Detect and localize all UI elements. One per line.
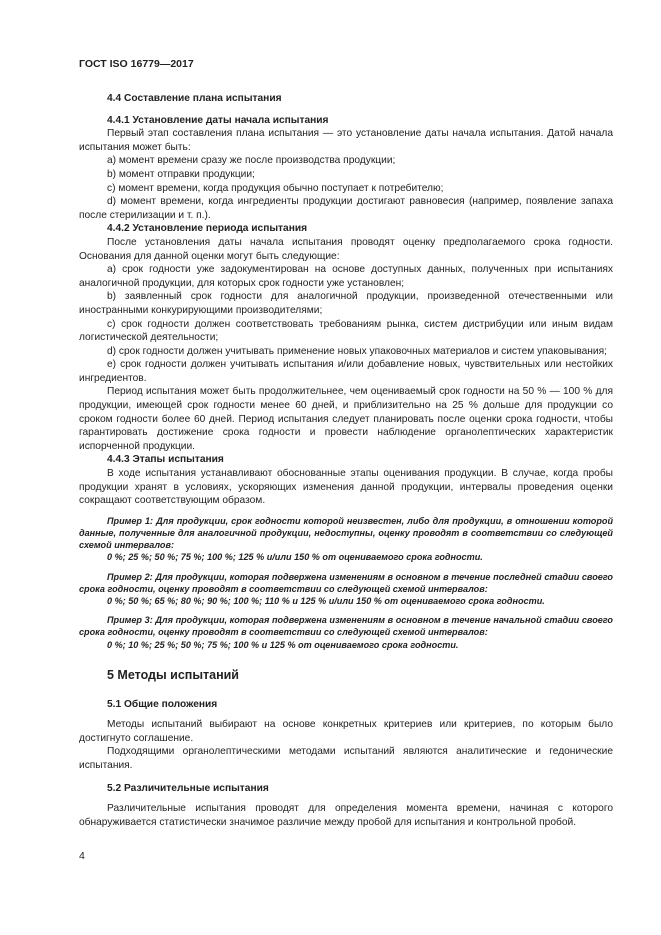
document-header: ГОСТ ISO 16779—2017 — [79, 58, 194, 70]
list-item: b) заявленный срок годности для аналогичной продукции, произведенной отечественными или иностранными конкурирующими производителями; — [79, 291, 613, 316]
subsection-heading: 4.4.1 Установление даты начала испытания — [107, 114, 329, 126]
example-text: Пример 1: Для продукции, срок годности которой неизвестен, либо для продукции, в отношении которой данные, полученные для аналогичной продукции, недоступны, оценку проводят в соответствии со следующей схемой интервалов: — [79, 515, 613, 551]
list-item: d) срок годности должен учитывать применение новых упаковочных материалов и систем упаковывания; — [107, 345, 607, 357]
page-number: 4 — [79, 850, 85, 862]
section-heading: 5.2 Различительные испытания — [107, 783, 269, 795]
paragraph: В ходе испытания устанавливают обоснованные этапы оценивания продукции. В случае, когда пробы продукции хранят в условиях, ускоряющих изменения данной продукции, интервалы проведения оценки сокращают соответствующим образом. — [79, 468, 613, 507]
example-values: 0 %; 25 %; 50 %; 75 %; 100 %; 125 % и/или 150 % от оцениваемого срока годности. — [107, 552, 483, 563]
example-values: 0 %; 10 %; 25 %; 50 %; 75 %; 100 % и 125 % от оцениваемого срока годности. — [107, 639, 459, 650]
example-values: 0 %; 50 %; 65 %; 80 %; 90 %; 100 %; 110 % и 125 % и/или 150 % от оцениваемого срока годности. — [107, 596, 545, 607]
list-item: e) срок годности должен учитывать испытания и/или добавление новых, чувствительных или нестойких ингредиентов. — [79, 359, 613, 384]
document-body — [79, 92, 613, 829]
paragraph: Различительные испытания проводят для определения момента времени, начиная с которого обнаруживается статистически значимое различие между пробой для испытания и контрольной пробой. — [79, 803, 613, 828]
list-item: a) срок годности уже задокументирован на основе доступных данных, полученных при испытаниях аналогичной продукции, для которых срок годности уже установлен; — [79, 264, 613, 289]
subsection-heading: 4.4.2 Установление периода испытания — [107, 223, 308, 235]
section-heading: 5.1 Общие положения — [107, 699, 218, 711]
example-text: Пример 3: Для продукции, которая подвержена изменениям в основном в течение начальной стадии своего срока годности, оценку проводят в соответствии со следующей схемой интервалов: — [79, 615, 613, 638]
chapter-heading: 5 Методы испытаний — [107, 667, 239, 682]
list-item: a) момент времени сразу же после производства продукции; — [107, 155, 396, 167]
example-text: Пример 2: Для продукции, которая подвержена изменениям в основном в течение последней стадии своего срока годности, оценку проводят в соответствии со следующей схемой интервалов: — [79, 571, 613, 594]
subsection-heading: 4.4.3 Этапы испытания — [107, 454, 224, 466]
paragraph: Первый этап составления плана испытания — это установление даты начала испытания. Датой начала испытания может быть: — [79, 128, 613, 153]
list-item: d) момент времени, когда ингредиенты продукции достигают равновесия (например, появление запаха после стерилизации и т. п.). — [79, 196, 613, 221]
paragraph: После установления даты начала испытания проводят оценку предполагаемого срока годности. Основания для данной оценки могут быть следующие: — [79, 236, 613, 262]
paragraph: Период испытания может быть продолжительнее, чем оцениваемый срок годности на 50 % — 100 % для продукции, имеющей срок годности менее 60 дней, и приблизительно на 25 % дольше для продукции со сроком годности более 60 дней. Период испытания следует планировать после оценки срока годности, чтобы гарантировать достижение срока годности и провести наблюдение органолептических характеристик испорченной продукции. — [79, 386, 613, 452]
list-item: b) момент отправки продукции; — [107, 168, 255, 180]
list-item: c) момент времени, когда продукция обычно поступает к потребителю; — [107, 182, 444, 194]
list-item: c) срок годности должен соответствовать требованиям рынка, систем дистрибуции или иным видам логистической деятельности; — [79, 318, 613, 344]
section-heading: 4.4 Составление плана испытания — [107, 93, 282, 104]
paragraph: Методы испытаний выбирают на основе конкретных критериев или критериев, по которым было достигнуто соглашение. — [79, 719, 613, 744]
paragraph: Подходящими органолептическими методами испытаний являются аналитические и гедонические испытания. — [79, 746, 613, 771]
